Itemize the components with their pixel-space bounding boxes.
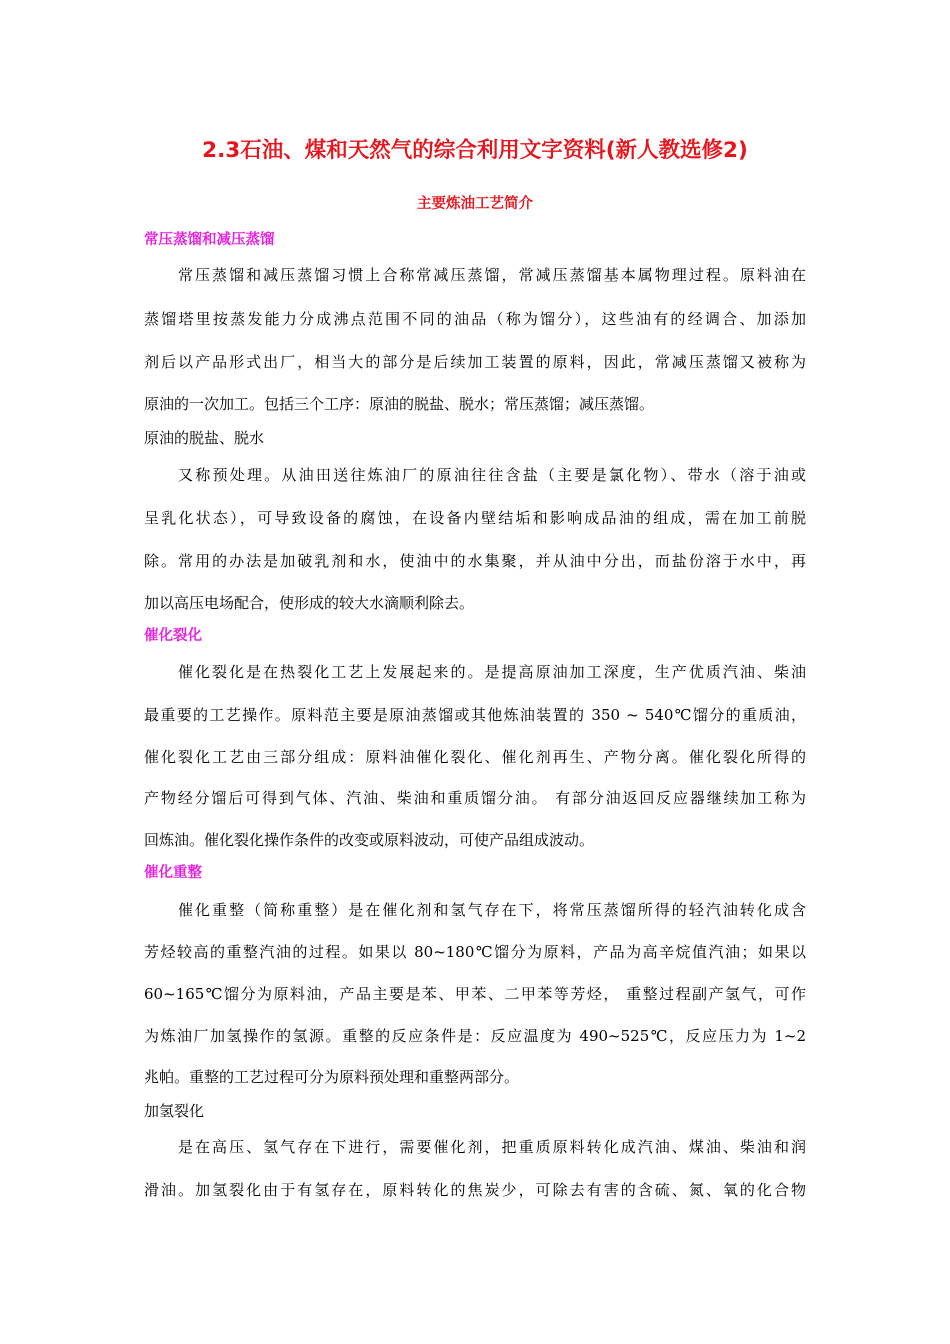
paragraph-line: 蒸馏塔里按蒸发能力分成沸点范围不同的油品（称为馏分），这些油有的经调合、加添加 bbox=[144, 310, 806, 328]
paragraph-line: 催化裂化是在热裂化工艺上发展起来的。是提高原油加工深度，生产优质汽油、柴油 bbox=[178, 663, 806, 681]
paragraph-line: 催化裂化工艺由三部分组成：原料油催化裂化、催化剂再生、产物分离。催化裂化所得的 bbox=[144, 748, 806, 766]
section-heading-catalytic-reforming: 催化重整 bbox=[144, 865, 202, 881]
paragraph-line: 剂后以产品形式出厂，相当大的部分是后续加工装置的原料，因此，常减压蒸馏又被称为 bbox=[144, 353, 806, 371]
page-title: 2.3石油、煤和天然气的综合利用文字资料(新人教选修2) bbox=[202, 138, 748, 163]
paragraph-line: 又称预处理。从油田送往炼油厂的原油往往含盐（主要是氯化物）、带水（溶于油或 bbox=[178, 466, 806, 484]
paragraph-line: 催化重整（简称重整）是在催化剂和氢气存在下，将常压蒸馏所得的轻汽油转化成含 bbox=[178, 901, 806, 919]
section-heading-atmospheric-vacuum-distillation: 常压蒸馏和减压蒸馏 bbox=[144, 232, 275, 248]
paragraph-line: 除。常用的办法是加破乳剂和水，使油中的水集聚，并从油中分出，而盐份溶于水中，再 bbox=[144, 552, 806, 570]
section-heading-catalytic-cracking: 催化裂化 bbox=[144, 628, 202, 644]
section-heading-hydrocracking: 加氢裂化 bbox=[144, 1102, 205, 1120]
paragraph-line: 芳烃较高的重整汽油的过程。如果以 80~180℃馏分为原料，产品为高辛烷值汽油；如果以 bbox=[144, 943, 806, 961]
paragraph-line: 为炼油厂加氢操作的氢源。重整的反应条件是：反应温度为 490~525℃，反应压力为 1~2 bbox=[144, 1027, 806, 1045]
paragraph-line: 呈乳化状态），可导致设备的腐蚀，在设备内壁结垢和影响成品油的组成，需在加工前脱 bbox=[144, 509, 806, 527]
paragraph-line: 常压蒸馏和减压蒸馏习惯上合称常减压蒸馏，常减压蒸馏基本属物理过程。原料油在 bbox=[178, 266, 806, 284]
paragraph-line: 是在高压、氢气存在下进行，需要催化剂，把重质原料转化成汽油、煤油、柴油和润 bbox=[178, 1138, 806, 1156]
paragraph-line: 原油的一次加工。包括三个工序：原油的脱盐、脱水；常压蒸馏；减压蒸馏。 bbox=[144, 395, 655, 413]
document-subtitle: 主要炼油工艺简介 bbox=[417, 196, 533, 212]
paragraph-line: 最重要的工艺操作。原料范主要是原油蒸馏或其他炼油装置的 350 ~ 540℃馏分的重质油， bbox=[144, 706, 806, 724]
paragraph-line: 滑油。加氢裂化由于有氢存在，原料转化的焦炭少，可除去有害的含硫、氮、氧的化合物 bbox=[144, 1181, 806, 1199]
section-heading-desalting-dewatering: 原油的脱盐、脱水 bbox=[144, 429, 265, 447]
paragraph-line: 加以高压电场配合，使形成的较大水滴顺利除去。 bbox=[144, 594, 475, 612]
paragraph-line: 60~165℃馏分为原料油，产品主要是苯、甲苯、二甲苯等芳烃， 重整过程副产氢气，可作 bbox=[144, 985, 806, 1003]
paragraph-line: 产物经分馏后可得到气体、汽油、柴油和重质馏分油。 有部分油返回反应器继续加工称为 bbox=[144, 789, 806, 807]
paragraph-line: 兆帕。重整的工艺过程可分为原料预处理和重整两部分。 bbox=[144, 1068, 520, 1086]
paragraph-line: 回炼油。催化裂化操作条件的改变或原料波动，可使产品组成波动。 bbox=[144, 831, 595, 849]
